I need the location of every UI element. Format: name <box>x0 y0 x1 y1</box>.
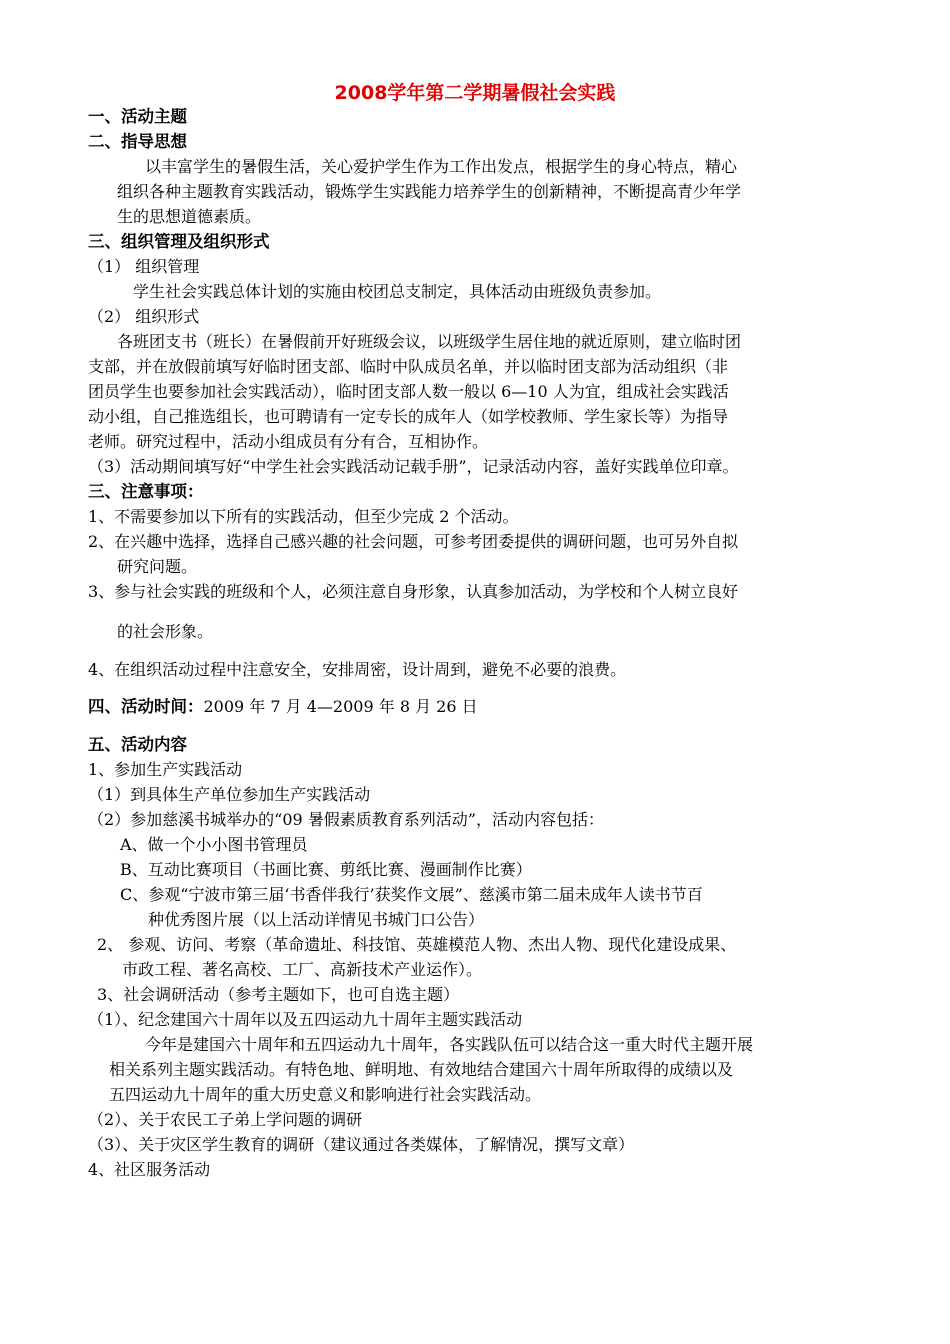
paragraph-line: 团员学生也要参加社会实践活动），临时团支部人数一般以 6—10 人为宜，组成社会实践活 <box>88 382 729 401</box>
list-item: 1、不需要参加以下所有的实践活动，但至少完成 2 个活动。 <box>88 507 519 526</box>
list-item: 2、在兴趣中选择，选择自己感兴趣的社会问题，可参考团委提供的调研问题，也可另外自拟 <box>88 532 739 551</box>
heading-activity-time: 四、活动时间： <box>88 697 204 716</box>
paragraph-line: （3）活动期间填写好“中学生社会实践活动记载手册”，记录活动内容，盖好实践单位印章。 <box>88 457 739 476</box>
list-item: （1）到具体生产单位参加生产实践活动 <box>88 785 371 804</box>
paragraph-line: 组织各种主题教育实践活动，锻炼学生实践能力培养学生的创新精神，不断提高青少年学 <box>117 182 742 201</box>
activity-time-value: 2009 年 7 月 4—2009 年 8 月 26 日 <box>203 697 478 716</box>
sub-list-item-continuation: 种优秀图片展（以上活动详情见书城门口公告） <box>148 910 485 929</box>
list-item: 1、参加生产实践活动 <box>88 760 243 779</box>
activity-time-line <box>88 696 478 718</box>
list-item: 2、 参观、访问、考察（革命遗址、科技馆、英雄模范人物、杰出人物、现代化建设成果、 <box>97 935 737 954</box>
list-item: （2）、关于农民工子弟上学问题的调研 <box>88 1110 363 1129</box>
heading-guiding-idea: 二、指导思想 <box>88 132 187 151</box>
list-item: 4、社区服务活动 <box>88 1160 211 1179</box>
paragraph-line: 动小组，自己推选组长，也可聘请有一定专长的成年人（如学校教师、学生家长等）为指导 <box>88 407 729 426</box>
list-item: 3、社会调研活动（参考主题如下，也可自选主题） <box>97 985 460 1004</box>
sub-list-item: B、互动比赛项目（书画比赛、剪纸比赛、漫画制作比赛） <box>120 860 532 879</box>
list-item-continuation: 研究问题。 <box>117 557 198 576</box>
list-item: （3）、关于灾区学生教育的调研（建议通过各类媒体，了解情况，撰写文章） <box>88 1135 635 1154</box>
paragraph-line: 五四运动九十周年的重大历史意义和影响进行社会实践活动。 <box>109 1085 542 1104</box>
heading-activity-content: 五、活动内容 <box>88 735 187 754</box>
list-item: 4、在组织活动过程中注意安全，安排周密，设计周到，避免不必要的浪费。 <box>88 660 627 679</box>
paragraph-line: 以丰富学生的暑假生活，关心爱护学生作为工作出发点，根据学生的身心特点，精心 <box>145 157 738 176</box>
list-item: （2）参加慈溪书城举办的“09 暑假素质教育系列活动”，活动内容包括： <box>88 810 604 829</box>
list-item-continuation: 市政工程、著名高校、工厂、高新技术产业运作）。 <box>122 960 483 979</box>
list-item: （1）、纪念建国六十周年以及五四运动九十周年主题实践活动 <box>88 1010 523 1029</box>
document-title: 2008学年第二学期暑假社会实践 <box>334 82 616 104</box>
paragraph-line: 相关系列主题实践活动。有特色地、鲜明地、有效地结合建国六十周年所取得的成绩以及 <box>109 1060 734 1079</box>
subheading-management: （1） 组织管理 <box>88 257 200 276</box>
paragraph-line: 老师。研究过程中，活动小组成员有分有合，互相协作。 <box>88 432 489 451</box>
sub-list-item: A、做一个小小图书管理员 <box>120 835 308 854</box>
list-item: 3、参与社会实践的班级和个人，必须注意自身形象，认真参加活动，为学校和个人树立良好 <box>88 582 739 601</box>
list-item-continuation: 的社会形象。 <box>117 622 214 641</box>
paragraph-line: 支部，并在放假前填写好临时团支部、临时中队成员名单，并以临时团支部为活动组织（非 <box>88 357 729 376</box>
sub-list-item: C、参观“宁波市第三届‘书香伴我行’获奖作文展”、慈溪市第二届未成年人读书节百 <box>120 885 703 904</box>
heading-notes: 三、注意事项： <box>88 482 204 501</box>
heading-theme: 一、活动主题 <box>88 107 187 126</box>
paragraph-line: 学生社会实践总体计划的实施由校团总支制定，具体活动由班级负责参加。 <box>133 282 662 301</box>
heading-organization: 三、组织管理及组织形式 <box>88 232 270 251</box>
paragraph-line: 各班团支书（班长）在暑假前开好班级会议，以班级学生居住地的就近原则，建立临时团 <box>117 332 742 351</box>
paragraph-line: 生的思想道德素质。 <box>117 207 262 226</box>
subheading-form: （2） 组织形式 <box>88 307 200 326</box>
paragraph-line: 今年是建国六十周年和五四运动九十周年，各实践队伍可以结合这一重大时代主题开展 <box>145 1035 754 1054</box>
